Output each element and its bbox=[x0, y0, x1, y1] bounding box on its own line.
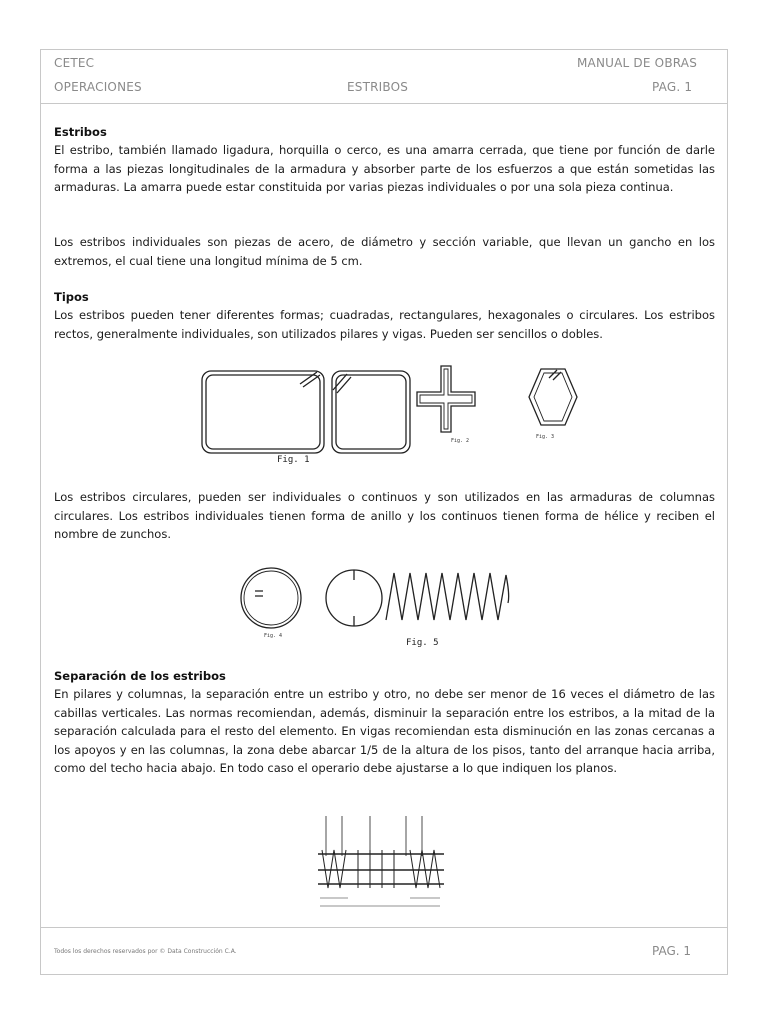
paragraph-definition: El estribo, también llamado ligadura, horquilla o cerco, es una amarra cerrada, que tiene por función de darle forma a las piezas longitudinales de la armadura y absorber parte de los esfuerzos a que están sometidas las armaduras. La amarra puede estar constituida por varias piezas individuales o por una sola pieza continua. bbox=[54, 143, 715, 194]
stirrup-rect-inner bbox=[206, 375, 320, 449]
paragraph-individual: Los estribos individuales son piezas de acero, de diámetro y sección variable, que llevan un gancho en los extremos, el cual tiene una longitud mínima de 5 cm. bbox=[54, 235, 715, 268]
heading-separacion: Separación de los estribos bbox=[54, 669, 226, 683]
paragraph-tipos: Los estribos pueden tener diferentes formas; cuadradas, rectangulares, hexagonales o circulares. Los estribos rectos, generalmente individuales, son utilizados pilares y vigas. Pueden ser sencillos o dobles. bbox=[54, 308, 715, 341]
dimension-lines bbox=[320, 898, 440, 906]
stirrups-normal bbox=[358, 850, 394, 888]
figure-caption-1: Fig. 1 bbox=[277, 455, 310, 465]
heading-estribos: Estribos bbox=[54, 125, 107, 139]
stirrup-rect-outer bbox=[202, 371, 324, 453]
figure-caption-3: Fig. 3 bbox=[536, 434, 555, 440]
figure-caption-4: Fig. 4 bbox=[264, 633, 283, 639]
stirrup-ring bbox=[241, 568, 301, 628]
figure-rectangular-stirrups bbox=[195, 362, 585, 468]
stirrup-square-outer bbox=[332, 371, 410, 453]
paragraph-separacion: En pilares y columnas, la separación entre un estribo y otro, no debe ser menor de 16 veces el diámetro de las cabillas verticales. Las normas recomiendan, además, disminuir la separación entre los estribos, a la mitad de la separación calculada para el resto del elemento. En vigas recomiendan esta disminución en las zonas cercanas a los apoyos y en las columnas, la zona debe abarcar 1/5 de la altura de los pisos, tanto del arranque hacia arriba, como del techo hacia abajo. En todo caso el operario debe ajustarse a lo que indiquen los planos. bbox=[54, 687, 715, 775]
stirrup-square-inner bbox=[336, 375, 406, 449]
stirrups-dense-right bbox=[410, 850, 440, 888]
helix-spiral bbox=[386, 573, 509, 620]
stirrup-cross bbox=[417, 366, 475, 432]
stirrup-hexagon bbox=[529, 369, 577, 425]
figure-stirrup-spacing bbox=[314, 814, 448, 914]
footer-divider bbox=[40, 927, 728, 928]
header-org: CETEC bbox=[54, 56, 95, 70]
header-divider bbox=[40, 103, 728, 104]
header-page: PAG. 1 bbox=[652, 80, 693, 94]
figure-caption-5: Fig. 5 bbox=[406, 638, 439, 648]
figure-circular-stirrups bbox=[234, 565, 524, 650]
header-section: OPERACIONES bbox=[54, 80, 142, 94]
footer-page: PAG. 1 bbox=[652, 944, 692, 958]
header-manual: MANUAL DE OBRAS bbox=[577, 56, 698, 70]
figure-caption-2: Fig. 2 bbox=[451, 438, 470, 444]
header-topic: ESTRIBOS bbox=[347, 80, 409, 94]
heading-tipos: Tipos bbox=[54, 290, 89, 304]
footer-copyright: Todos los derechos reservados por © Data Construcción C.A. bbox=[54, 948, 237, 955]
paragraph-circulares: Los estribos circulares, pueden ser individuales o continuos y son utilizados en las armaduras de columnas circulares. Los estribos individuales tienen forma de anillo y los continuos tienen forma de hélice y reciben el nombre de zunchos. bbox=[54, 490, 715, 541]
stirrup-hook bbox=[300, 372, 320, 387]
